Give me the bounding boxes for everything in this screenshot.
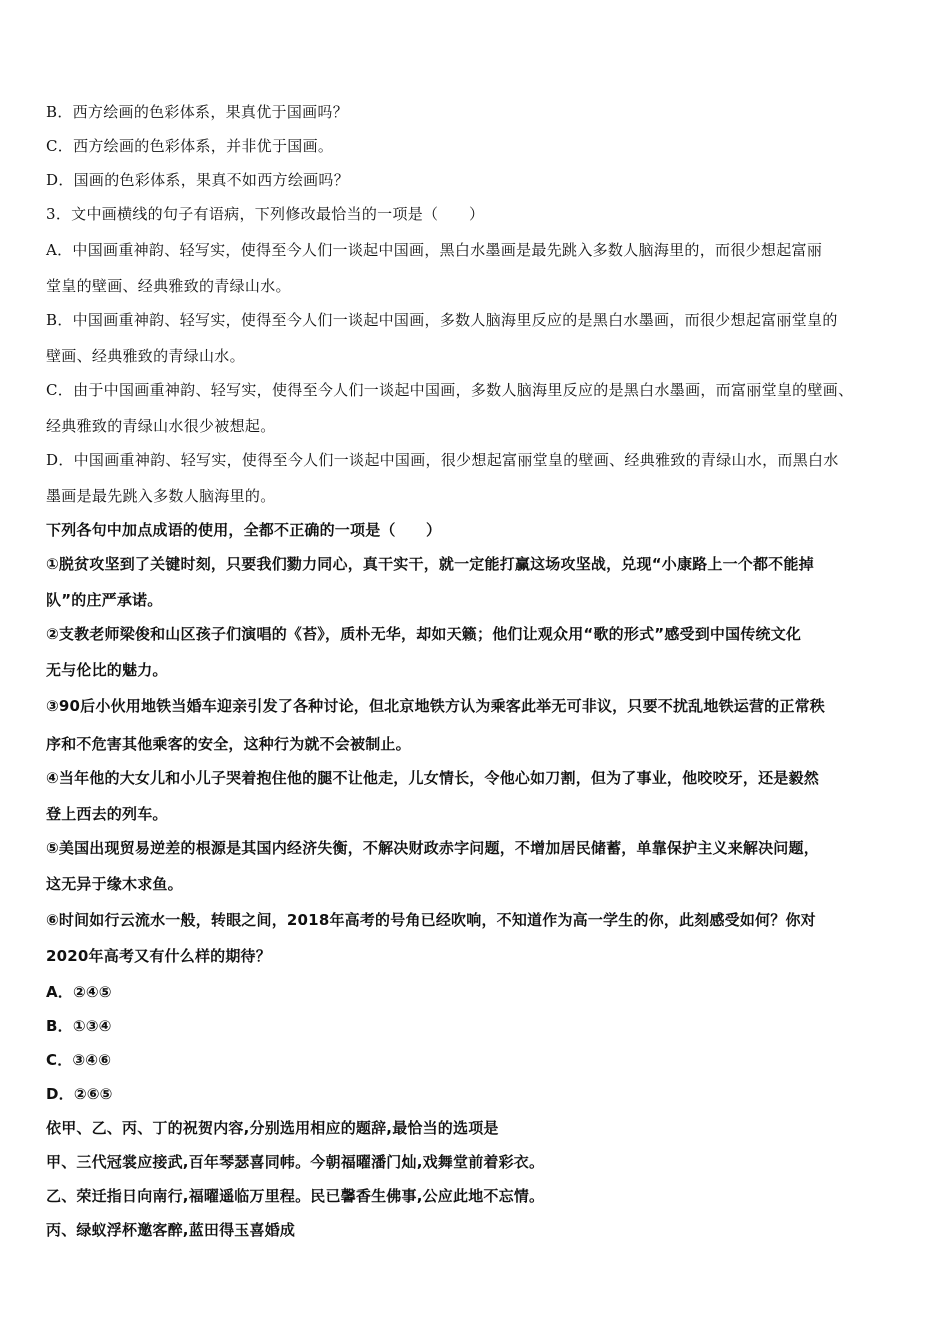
idiom-item-4-line2: 登上西去的列车。 bbox=[46, 805, 168, 823]
idiom-option-a: A．②④⑤ bbox=[46, 983, 112, 1001]
idiom-option-c: C．③④⑥ bbox=[46, 1051, 112, 1069]
q3-option-b-line1: B．中国画重神韵、轻写实，使得至今人们一谈起中国画，多数人脑海里反应的是黑白水墨画，而很少想起富丽堂皇的 bbox=[46, 311, 838, 329]
q3-option-d-line2: 墨画是最先跳入多数人脑海里的。 bbox=[46, 487, 276, 505]
option-c-text: C．西方绘画的色彩体系，并非优于国画。 bbox=[46, 137, 334, 155]
idiom-item-3-line1: ③90后小伙用地铁当婚车迎亲引发了各种讨论，但北京地铁方认为乘客此举无可非议，只要不扰乱地铁运营的正常秩 bbox=[46, 697, 825, 715]
q3-option-a-line1: A．中国画重神韵、轻写实，使得至今人们一谈起中国画，黑白水墨画是最先跳入多数人脑海里的，而很少想起富丽 bbox=[46, 241, 823, 259]
q3-option-a-line2: 堂皇的壁画、经典雅致的青绿山水。 bbox=[46, 277, 291, 295]
q3-option-b-line2: 壁画、经典雅致的青绿山水。 bbox=[46, 347, 245, 365]
option-d-text: D．国画的色彩体系，果真不如西方绘画吗？ bbox=[46, 171, 350, 189]
idiom-item-5-line1: ⑤美国出现贸易逆差的根源是其国内经济失衡，不解决财政赤字问题，不增加居民储蓄，单靠保护主义来解决问题， bbox=[46, 839, 819, 857]
inscription-jia: 甲、三代冠裳应接武,百年琴瑟喜同帏。今朝福曜潘门灿,戏舞堂前着彩衣。 bbox=[46, 1153, 545, 1171]
idiom-question-stem: 下列各句中加点成语的使用，全都不正确的一项是（ ） bbox=[46, 521, 442, 539]
inscription-yi: 乙、荣迁指日向南行,福曜遥临万里程。民已馨香生佛事,公应此地不忘情。 bbox=[46, 1187, 545, 1205]
idiom-option-b: B．①③④ bbox=[46, 1017, 112, 1035]
idiom-option-d: D．②⑥⑤ bbox=[46, 1085, 113, 1103]
idiom-item-3-line2: 序和不危害其他乘客的安全，这种行为就不会被制止。 bbox=[46, 735, 411, 753]
question-3-stem: 3．文中画横线的句子有语病，下列修改最恰当的一项是（ ） bbox=[46, 205, 485, 223]
idiom-item-2-line2: 无与伦比的魅力。 bbox=[46, 661, 168, 679]
idiom-item-1-line1: ①脱贫攻坚到了关键时刻，只要我们勠力同心，真干实干，就一定能打赢这场攻坚战，兑现“小康路上一个都不能掉 bbox=[46, 555, 814, 573]
q3-option-c-line2: 经典雅致的青绿山水很少被想起。 bbox=[46, 417, 276, 435]
inscription-question-stem: 依甲、乙、丙、丁的祝贺内容,分别选用相应的题辞,最恰当的选项是 bbox=[46, 1119, 499, 1137]
idiom-item-4-line1: ④当年他的大女儿和小儿子哭着抱住他的腿不让他走，儿女情长，令他心如刀割，但为了事业，他咬咬牙，还是毅然 bbox=[46, 769, 819, 787]
inscription-bing: 丙、绿蚁浮杯邀客醉,蓝田得玉喜婚成 bbox=[46, 1221, 296, 1239]
idiom-item-2-line1: ②支教老师梁俊和山区孩子们演唱的《苔》，质朴无华，却如天籁；他们让观众用“歌的形式”感受到中国传统文化 bbox=[46, 625, 802, 643]
idiom-item-5-line2: 这无异于缘木求鱼。 bbox=[46, 875, 183, 893]
idiom-item-6-line2: 2020年高考又有什么样的期待？ bbox=[46, 947, 271, 965]
idiom-item-1-line2: 队”的庄严承诺。 bbox=[46, 591, 163, 609]
q3-option-d-line1: D．中国画重神韵、轻写实，使得至今人们一谈起中国画，很少想起富丽堂皇的壁画、经典雅致的青绿山水，而黑白水 bbox=[46, 451, 839, 469]
option-b-text: B．西方绘画的色彩体系，果真优于国画吗？ bbox=[46, 103, 349, 121]
q3-option-c-line1: C．由于中国画重神韵、轻写实，使得至今人们一谈起中国画，多数人脑海里反应的是黑白水墨画，而富丽堂皇的壁画、 bbox=[46, 381, 854, 399]
idiom-item-6-line1: ⑥时间如行云流水一般，转眼之间，2018年高考的号角已经吹响，不知道作为高一学生的你，此刻感受如何？你对 bbox=[46, 911, 816, 929]
